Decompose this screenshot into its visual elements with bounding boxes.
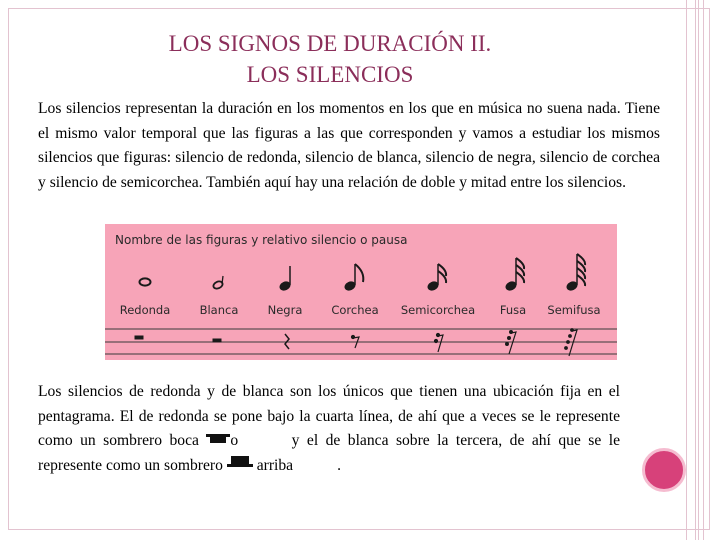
rests-text-part5: .: [337, 456, 341, 474]
slide-title: [0, 28, 660, 90]
thirty-second-note-icon: [505, 258, 524, 292]
upside-down-hat-icon: [206, 429, 230, 454]
whole-rest-icon: [135, 336, 143, 339]
rests-paragraph: [38, 380, 620, 478]
eighth-note-icon: [344, 264, 364, 292]
title-line-2: LOS SILENCIOS: [246, 62, 414, 87]
figure-title: Nombre de las figuras y relativo silencio o pausa: [115, 233, 408, 247]
intro-paragraph: Los silencios representan la duración en los momentos en los que en música no suena nada. Tiene el mismo valor temporal que las figuras a las que corresponden y vamos a estudiar los mismos silencios que figuras: silencio de redonda, silencio de blanca, silencio de negra, silencio de corchea y silencio de semicorchea. También aquí hay una relación de doble y mitad entre los silencios.: [38, 100, 660, 191]
rests-text-part2: o: [230, 432, 239, 449]
decorative-rule: [686, 0, 696, 540]
note-name-corchea: Corchea: [331, 303, 379, 317]
note-name-fusa: Fusa: [499, 303, 527, 317]
sixteenth-note-icon: [427, 264, 446, 292]
note-name-negra: Negra: [267, 303, 303, 317]
half-rest-icon: [213, 339, 221, 342]
note-name-redonda: Redonda: [119, 303, 171, 317]
half-note-icon: [212, 276, 223, 290]
music-notation: [105, 224, 617, 360]
decorative-circle: [642, 448, 686, 492]
note-name-semicorchea: Semicorchea: [400, 303, 476, 317]
upright-hat-icon: [227, 454, 253, 479]
staff-lines: [105, 329, 617, 354]
note-name-blanca: Blanca: [199, 303, 239, 317]
notes-and-rests-figure: [105, 224, 617, 360]
sixteenth-rest-icon: [434, 333, 443, 352]
rests-text-part1: Los silencios de redonda y de blanca son los únicos que tienen una ubicación fija en el pentagrama. El de redonda se pone bajo la cuarta línea, de ahí que a veces se le represente como un sombrero boca: [38, 383, 620, 449]
rests-text-part4: arriba: [256, 456, 294, 474]
quarter-note-icon: [279, 266, 292, 292]
whole-note-icon: [140, 278, 151, 285]
sixty-fourth-note-icon: [566, 254, 585, 292]
decorative-rule: [698, 0, 704, 540]
title-line-1: LOS SIGNOS DE DURACIÓN II.: [168, 31, 492, 56]
rests-text-part3: y el de blanca sobre la tercera, de ahí que se le represente como un sombrero: [38, 432, 620, 474]
note-name-semifusa: Semifusa: [547, 303, 601, 317]
